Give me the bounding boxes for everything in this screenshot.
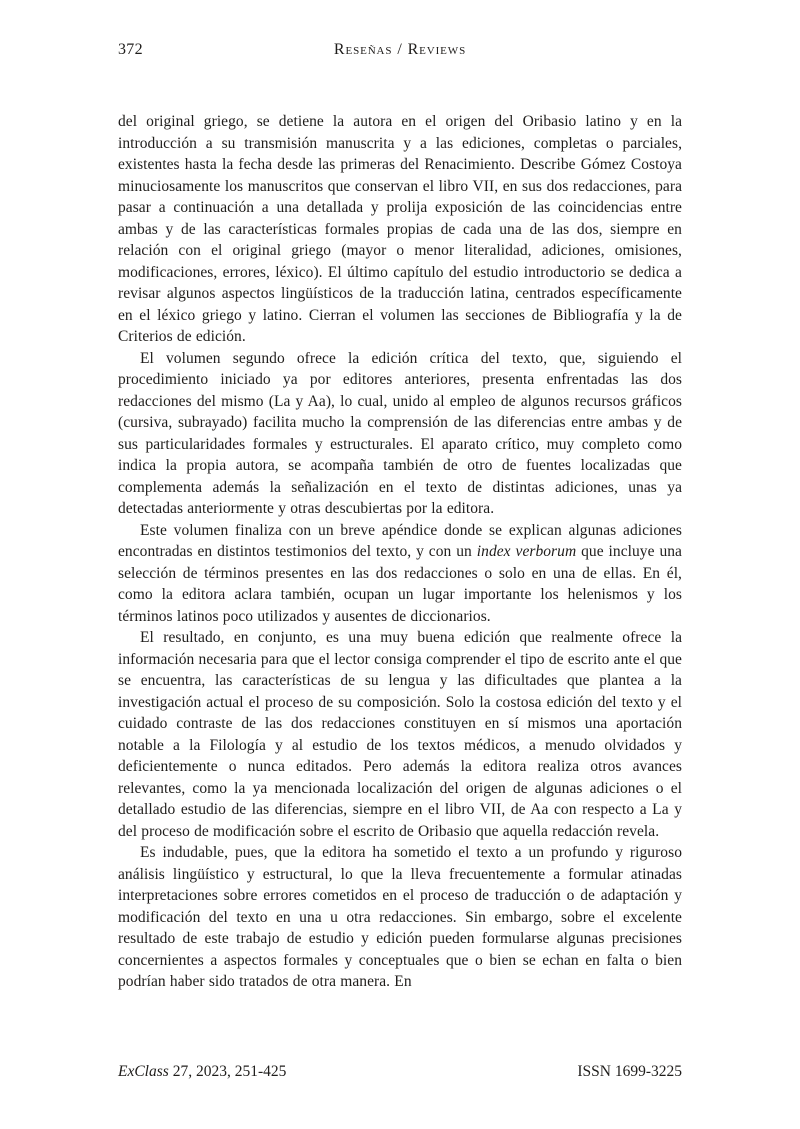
page-header — [118, 40, 682, 62]
journal-issue: 27, 2023, 251-425 — [168, 1063, 287, 1080]
journal-citation — [118, 1062, 286, 1082]
text-run: Es indudable, pues, que la editora ha sometido el texto a un profundo y riguroso análisis lingüístico y estructural, lo que la lleva frecuentemente a formular atinadas interpretaciones sobre errores cometidos en el proceso de traducción o de adaptación y modificación del texto en una u otra redacciones. Sin embargo, sobre el excelente resultado de este trabajo de estudio y edición pueden formularse algunas precisiones concernientes a aspectos formales y conceptuales que o bien se echan en falta o bien podrían haber sido tratados de otra manera. En — [118, 844, 682, 990]
text-run: El volumen segundo ofrece la edición crítica del texto, que, siguiendo el procedimiento iniciado ya por editores anteriores, presenta enfrentadas las dos redacciones del mismo (La y Aa), lo cual, unido al empleo de algunos recursos gráficos (cursiva, subrayado) facilita mucho la comprensión de las diferencias entre ambas y de sus particularidades formales y estructurales. El aparato crítico, muy completo como indica la propia autora, se acompaña también de otro de fuentes localizadas que complementa además la señalización en el texto de distintas adiciones, unas ya detectadas anteriormente y otras descubiertas por la editora. — [118, 349, 682, 517]
paragraph — [118, 627, 682, 842]
text-run: El resultado, en conjunto, es una muy buena edición que realmente ofrece la información necesaria para que el lector consiga comprender el tipo de escrito ante el que se encuentra, las características de su lengua y las dificultades que plantea a la investigación actual el proceso de su composición. Solo la costosa edición del texto y el cuidado contraste de las dos redacciones constituyen en sí mismos una aportación notable a la Filología y al estudio de los textos médicos, a menudo olvidados y deficientemente o nunca editados. Pero además la editora realiza otros avances relevantes, como la ya mencionada localización del origen de algunas adiciones o el detallado estudio de las diferencias, siempre en el libro VII, de Aa con respecto a La y del proceso de modificación sobre el escrito de Oribasio que aquella redacción revela. — [118, 629, 682, 840]
running-title: Reseñas / Reviews — [333, 41, 467, 58]
text-run: index verborum — [476, 543, 577, 560]
text-run: del original griego, se detiene la autora en el origen del Oribasio latino y en la introducción a su transmisión manuscrita y a las ediciones, completas o parciales, existentes hasta la fecha desde las primeras del Renacimiento. Describe Gómez Costoya minuciosamente los manuscritos que conservan el libro VII, en sus dos redacciones, para pasar a continuación a una detallada y prolija exposición de las coincidencias entre ambas y de las características formales propias de cada una de las dos, siempre en relación con el original griego (mayor o menor literalidad, adiciones, omisiones, modificaciones, errores, léxico). El último capítulo del estudio introductorio se dedica a revisar algunos aspectos lingüísticos de la traducción latina, centrados específicamente en el léxico griego y latino. Cierran el volumen las secciones de Bibliografía y la de Criterios de edición. — [118, 113, 682, 345]
paragraph — [118, 520, 682, 628]
text-run: que incluye una selección de términos presentes en las dos redacciones o solo en una de ellas. En él, como la editora aclara también, ocupan un lugar importante los helenismos y los términos latinos poco utilizados y ausentes de diccionarios. — [118, 543, 682, 625]
body-text — [118, 111, 682, 993]
paragraph — [118, 111, 682, 348]
issn: ISSN 1699-3225 — [577, 1063, 682, 1080]
paragraph — [118, 842, 682, 993]
journal-name: ExClass — [118, 1063, 169, 1080]
text-run: Este volumen finaliza con un breve apéndice donde se explican algunas adiciones encontradas en distintos testimonios del texto, y con un — [118, 521, 682, 560]
page-number: 372 — [118, 41, 143, 58]
paragraph — [118, 348, 682, 520]
page-footer — [118, 1062, 682, 1082]
